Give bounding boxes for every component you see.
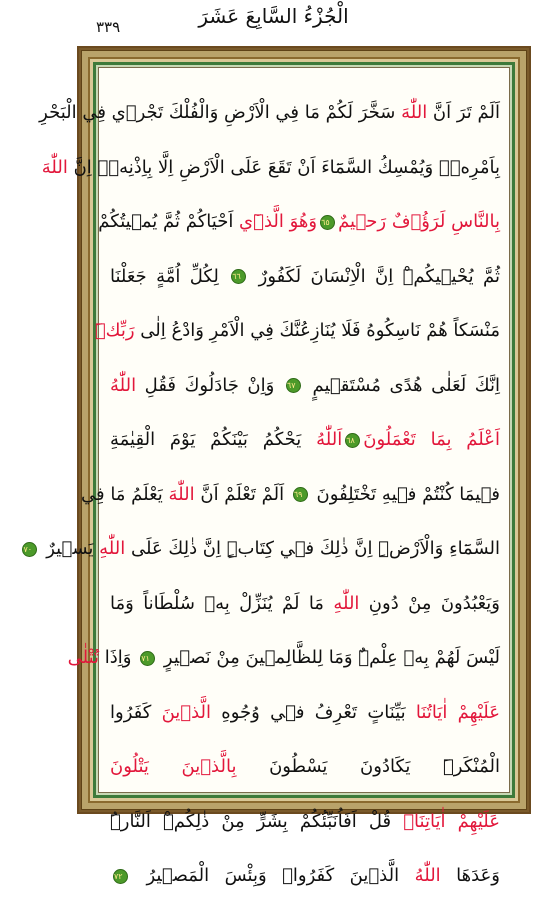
- text-line: [67, 631, 500, 686]
- text-line: [39, 86, 500, 141]
- verse-number-marker: ٦٦: [231, 269, 246, 284]
- text-line: [23, 522, 500, 577]
- text-line: [80, 468, 500, 523]
- text-segment: وَاِنْ جَادَلُوكَ فَقُلِ: [136, 374, 283, 396]
- quran-text-block: [23, 86, 500, 904]
- verse-number-marker: ٦٧: [286, 378, 301, 393]
- text-line: [98, 195, 500, 250]
- text-segment: يَس۪يرٌ: [40, 538, 100, 559]
- text-segment: مَنْسَكاً هُمْ نَاسِكُوهُ فَلَا يُنَازِعُنَّكَ فِي الْاَمْرِ وَادْعُ اِلٰى: [134, 320, 500, 341]
- text-segment: اَلَمْ تَعْلَمْ اَنَّ: [194, 483, 290, 505]
- text-segment: يَعْلَمُ مَا فِي: [80, 483, 169, 505]
- highlighted-text-segment: اَللّٰهُ: [316, 429, 343, 450]
- verse-number-marker: ٦٨: [345, 433, 360, 448]
- text-segment: يَحْكُمُ بَيْنَكُمْ يَوْمَ الْقِيٰمَةِ: [110, 429, 317, 450]
- text-segment: كَفَرُوا: [110, 701, 162, 723]
- text-segment: السَّمَٓاءِ وَالْاَرْضِۜ اِنَّ ذٰلِكَ ف۪ي كِتَابٍۜ اِنَّ ذٰلِكَ عَلَى: [125, 538, 500, 559]
- text-line: [110, 795, 500, 850]
- text-line: [110, 413, 500, 468]
- highlighted-text-segment: اللّٰهَ: [168, 483, 195, 505]
- text-segment: اَحْيَاكُمْ ثُمَّ يُم۪يتُكُمْ: [98, 211, 240, 232]
- juz-header: الْجُزْءُ السَّابِعَ عَشَرَ: [198, 4, 349, 28]
- highlighted-text-segment: اللّٰهَ: [41, 156, 68, 178]
- text-segment: لِكُلِّ اُمَّةٍ جَعَلْنَا: [110, 265, 229, 287]
- text-segment: لَيْسَ لَهُمْ بِه۪ عِلْمٌۜ وَمَا لِلظَّالِم۪ينَ مِنْ نَص۪يرٍ: [158, 647, 500, 668]
- text-line: [110, 849, 500, 904]
- text-segment: وَعَدَهَا: [440, 865, 500, 886]
- highlighted-text-segment: بِالَّذ۪ينَ يَتْلُونَ: [110, 756, 237, 777]
- verse-number-marker: ٦٩: [293, 487, 308, 502]
- text-segment: وَاِذَا: [99, 647, 138, 668]
- text-segment: بِاَمْرِه۪ۜ وَيُمْسِكُ السَّمَٓاءَ اَنْ تَقَعَ عَلَى الْاَرْضِ اِلَّا بِاِذْنِه۪ۜ اِنَّ: [67, 156, 500, 178]
- highlighted-text-segment: رَبِّكَۜ: [94, 320, 135, 341]
- verse-number-marker: ٧٢: [113, 869, 128, 884]
- text-line: [110, 359, 500, 414]
- highlighted-text-segment: اللّٰهَ: [401, 102, 428, 123]
- verse-number-marker: ٦٥: [320, 215, 335, 230]
- highlighted-text-segment: الَّذ۪ينَ: [161, 701, 212, 723]
- highlighted-text-segment: عَلَيْهِمْ اٰيَاتِنَاۜ: [403, 810, 500, 832]
- highlighted-text-segment: اللّٰهِ: [333, 592, 360, 614]
- text-segment: وَيَعْبُدُونَ مِنْ دُونِ: [359, 592, 500, 614]
- text-line: [94, 304, 500, 359]
- text-segment: بَيِّنَاتٍ تَعْرِفُ ف۪ي وُجُوهِ: [211, 701, 416, 723]
- text-line: [41, 141, 500, 196]
- highlighted-text-segment: اللّٰهُ: [110, 374, 137, 396]
- text-segment: قُلْ اَفَاُنَبِّئُكُمْ بِشَرٍّ مِنْ ذٰلِكُمْۜ اَلنَّارُۜ: [110, 810, 404, 832]
- page-number: ٣٣٩: [96, 18, 121, 36]
- highlighted-text-segment: بِالنَّاسِ لَرَؤُ۫فٌ رَح۪يمٌ: [338, 211, 500, 232]
- text-segment: اِنَّكَ لَعَلٰى هُدًى مُسْتَق۪يمٍ: [303, 374, 500, 396]
- highlighted-text-segment: اَعْلَمُ بِمَا تَعْمَلُونَ: [363, 429, 500, 450]
- highlighted-text-segment: عَلَيْهِمْ اٰيَاتُنَا: [415, 701, 500, 723]
- text-segment: الَّذ۪ينَ كَفَرُواۜ وَبِئْسَ الْمَص۪يرُ: [131, 865, 415, 886]
- text-line: [110, 250, 500, 305]
- highlighted-text-segment: اللّٰهُ: [414, 865, 441, 886]
- text-segment: الْمُنْكَرَۜ يَكَادُونَ يَسْطُونَ: [236, 756, 500, 777]
- verse-number-marker: ٧١: [140, 651, 155, 666]
- highlighted-text-segment: اللّٰهِ: [99, 538, 126, 559]
- text-segment: سَخَّرَ لَكُمْ مَا فِي الْاَرْضِ وَالْفُلْكَ تَجْر۪ي فِي الْبَحْرِ: [39, 102, 402, 123]
- highlighted-text-segment: تُتْلٰى: [67, 647, 100, 668]
- text-line: [110, 577, 500, 632]
- verse-number-marker: ٧٠: [22, 542, 37, 557]
- text-segment: ثُمَّ يُحْي۪يكُمْۜ اِنَّ الْاِنْسَانَ لَكَفُورٌ: [249, 265, 500, 287]
- highlighted-text-segment: وَهُوَ الَّذ۪ٓي: [239, 211, 318, 232]
- text-segment: مَا لَمْ يُنَزِّلْ بِه۪ سُلْطَاناً وَمَا: [110, 592, 334, 614]
- text-line: [110, 686, 500, 741]
- text-segment: اَلَمْ تَرَ اَنَّ: [427, 102, 500, 123]
- text-line: [110, 740, 500, 795]
- text-segment: ف۪يمَا كُنْتُمْ ف۪يهِ تَخْتَلِفُونَ: [310, 483, 500, 505]
